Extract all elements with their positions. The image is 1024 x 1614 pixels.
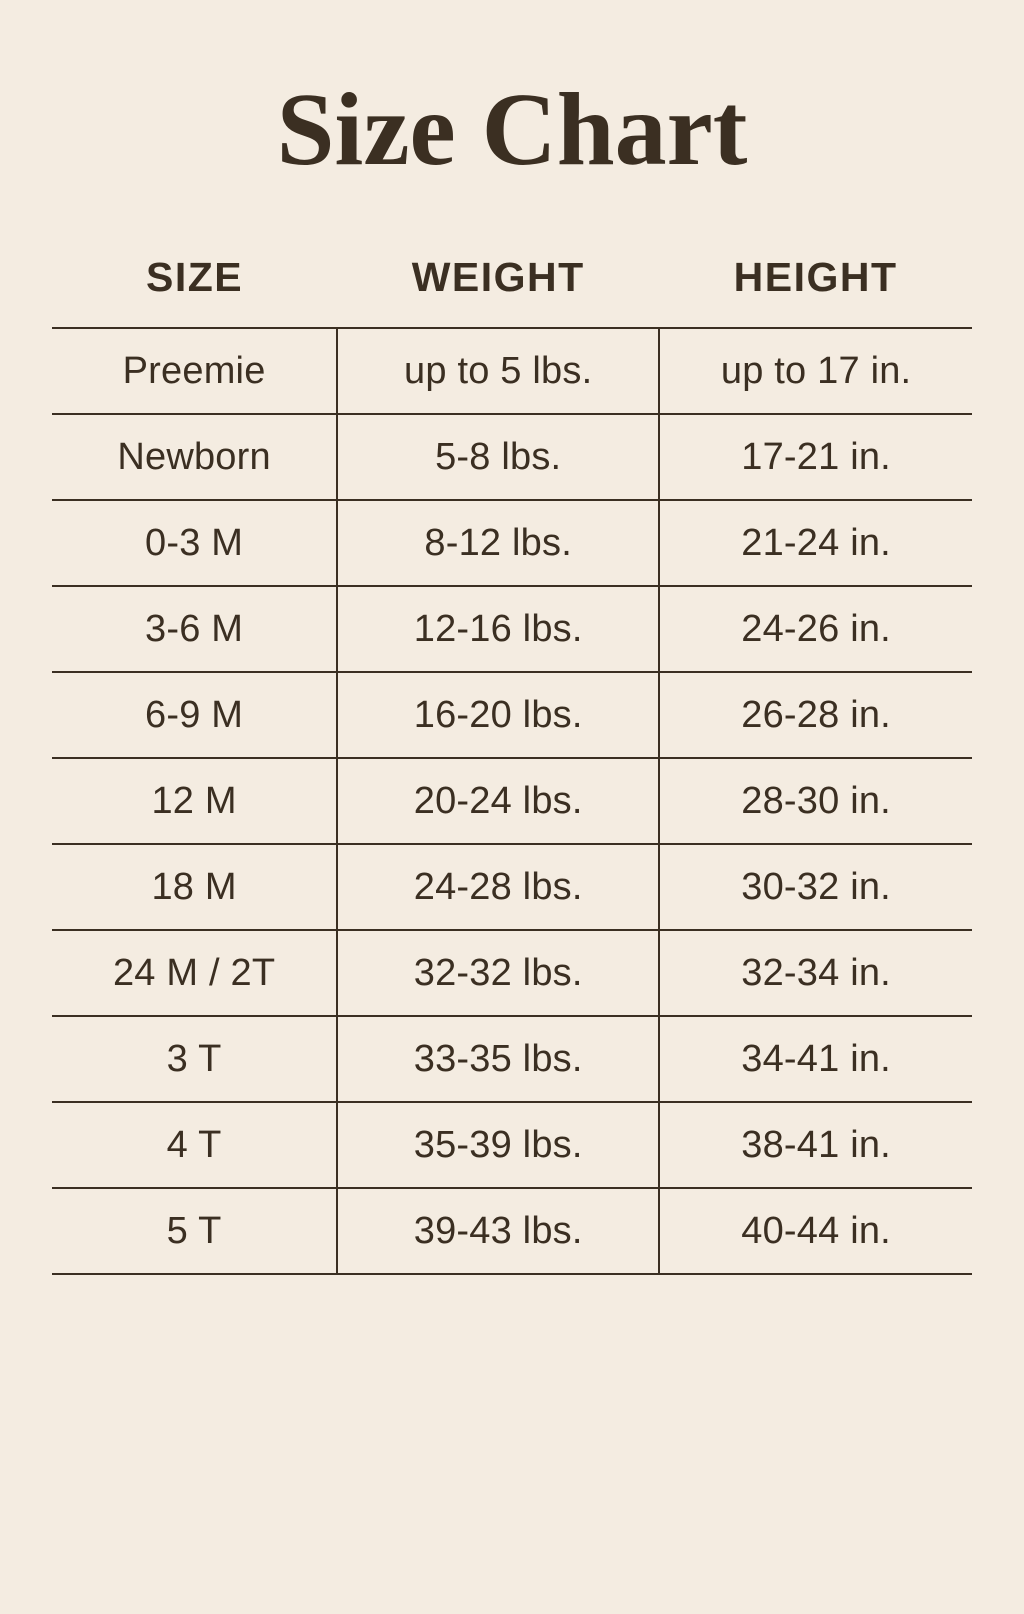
cell-height: 30-32 in.	[659, 844, 972, 930]
cell-size: 0-3 M	[52, 500, 337, 586]
cell-height: 28-30 in.	[659, 758, 972, 844]
cell-weight: 24-28 lbs.	[337, 844, 659, 930]
cell-size: 6-9 M	[52, 672, 337, 758]
table-row	[52, 758, 972, 844]
cell-size: Preemie	[52, 328, 337, 414]
cell-weight: 32-32 lbs.	[337, 930, 659, 1016]
table-body	[52, 328, 972, 1274]
header-row	[52, 254, 972, 328]
cell-size: 5 T	[52, 1188, 337, 1274]
cell-height: up to 17 in.	[659, 328, 972, 414]
table-row	[52, 1102, 972, 1188]
cell-weight: 12-16 lbs.	[337, 586, 659, 672]
table-row	[52, 1016, 972, 1102]
cell-weight: 39-43 lbs.	[337, 1188, 659, 1274]
cell-size: 4 T	[52, 1102, 337, 1188]
cell-weight: 35-39 lbs.	[337, 1102, 659, 1188]
table-row	[52, 844, 972, 930]
page-title: Size Chart	[276, 72, 748, 187]
cell-weight: 20-24 lbs.	[337, 758, 659, 844]
table-header	[52, 254, 972, 328]
table-row	[52, 500, 972, 586]
cell-height: 24-26 in.	[659, 586, 972, 672]
column-header-weight: WEIGHT	[411, 254, 585, 300]
table-row	[52, 586, 972, 672]
cell-height: 38-41 in.	[659, 1102, 972, 1188]
cell-weight: 33-35 lbs.	[337, 1016, 659, 1102]
cell-size: 24 M / 2T	[52, 930, 337, 1016]
table-row	[52, 672, 972, 758]
cell-size: 12 M	[52, 758, 337, 844]
cell-height: 34-41 in.	[659, 1016, 972, 1102]
table-row	[52, 328, 972, 414]
cell-height: 40-44 in.	[659, 1188, 972, 1274]
cell-size: 3 T	[52, 1016, 337, 1102]
table-row	[52, 930, 972, 1016]
cell-weight: 16-20 lbs.	[337, 672, 659, 758]
cell-size: 18 M	[52, 844, 337, 930]
cell-height: 17-21 in.	[659, 414, 972, 500]
column-header-size: SIZE	[146, 254, 244, 300]
size-chart-table	[52, 254, 972, 1275]
cell-height: 21-24 in.	[659, 500, 972, 586]
column-header-height: HEIGHT	[733, 254, 898, 300]
cell-weight: up to 5 lbs.	[337, 328, 659, 414]
cell-height: 26-28 in.	[659, 672, 972, 758]
cell-weight: 8-12 lbs.	[337, 500, 659, 586]
cell-height: 32-34 in.	[659, 930, 972, 1016]
size-chart-page	[0, 72, 1024, 1614]
cell-weight: 5-8 lbs.	[337, 414, 659, 500]
cell-size: Newborn	[52, 414, 337, 500]
table-row	[52, 414, 972, 500]
table-row	[52, 1188, 972, 1274]
cell-size: 3-6 M	[52, 586, 337, 672]
